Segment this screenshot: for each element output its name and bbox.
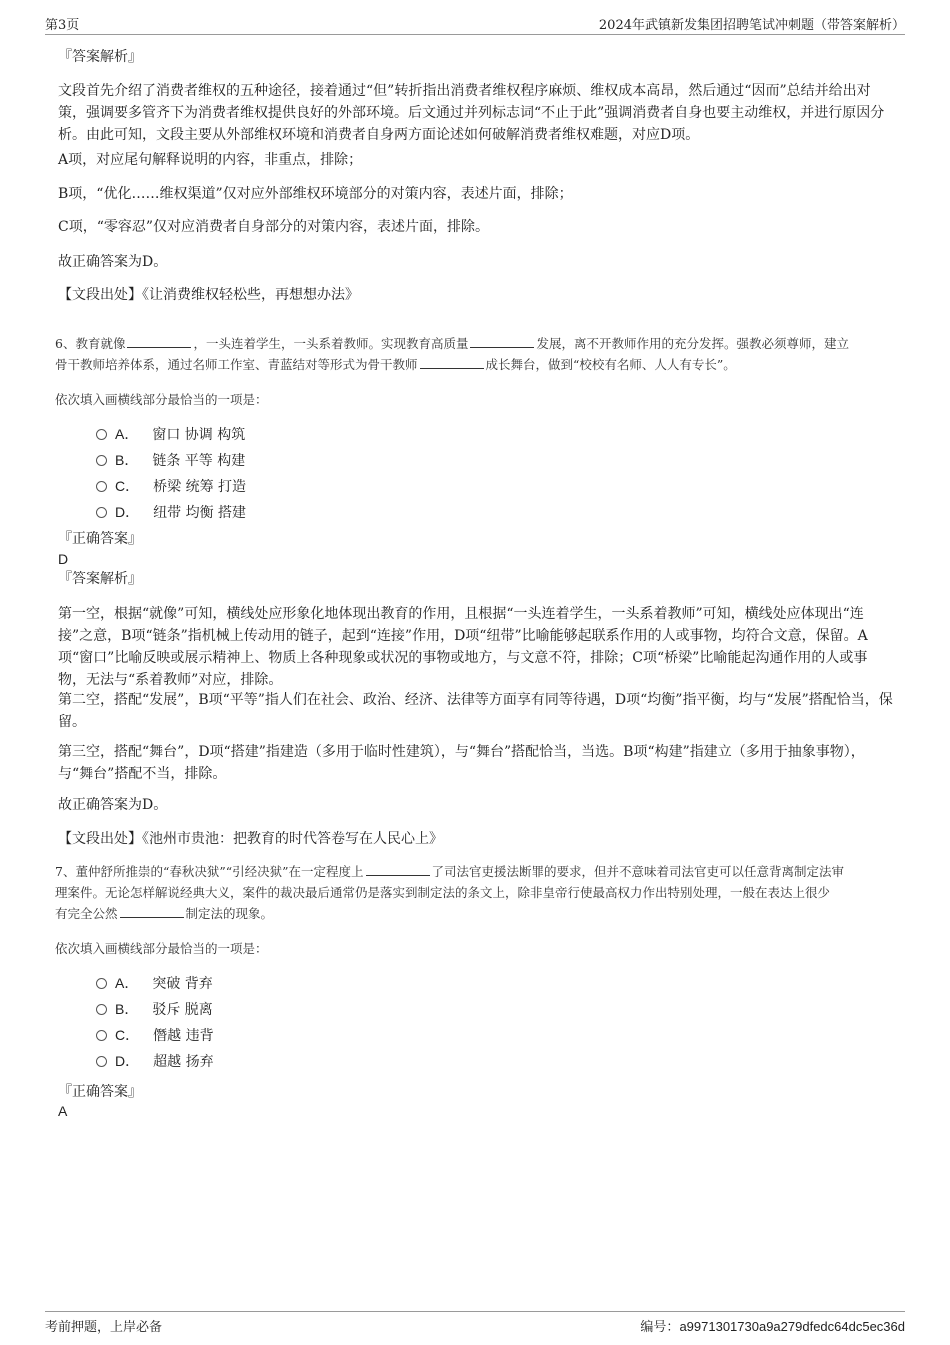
q7-option-d[interactable]: D． 超越 扬弃	[96, 1050, 214, 1072]
q6-option-c[interactable]: C． 桥梁 统筹 打造	[96, 475, 246, 497]
fill-blank	[120, 905, 184, 918]
q6-analysis-para1: 第一空，根据“就像”可知，横线处应形象化地体现出教育的作用，且根据“一头连着学生，一头系着教师”可知，横线处应体现出“连接”之意，B项“链条”指机械上传动用的链子，起到“连接”作用，D项“纽带”比喻能够起联系作用的人或事物，均符合文意，保留。A项“窗口”比喻反映或展示精神上、物质上各种现象或状况的事物或地方，与文意不符，排除；C项“桥梁”比喻能起沟通作用的人或事物，无法与“系着教师”对应，排除。	[58, 606, 868, 688]
document-code: 编号：a9971301730a9a279dfedc64dc5ec36d	[640, 1319, 905, 1335]
radio-button[interactable]	[96, 1004, 107, 1015]
radio-button[interactable]	[96, 1056, 107, 1067]
q7-answer-heading: 『正确答案』	[58, 1084, 142, 1100]
document-title: 2024年武镇新发集团招聘笔试冲刺题（带答案解析）	[598, 18, 905, 33]
radio-button[interactable]	[96, 978, 107, 989]
q5-analysis-paragraph: 文段首先介绍了消费者维权的五种途径，接着通过“但”转折指出消费者维权程序麻烦、维权成本高昂，然后通过“因而”总结并给出对策，强调要多管齐下为消费者维权提供良好的外部环境。后文通过并列标志词“不止于此”强调消费者自身也要主动维权，并进行原因分析。由此可知，文段主要从外部维权环境和消费者自身两方面论述如何破解消费者维权难题，对应D项。	[58, 83, 885, 143]
q7-option-b[interactable]: B． 驳斥 脱离	[96, 998, 213, 1020]
q7-answer: A	[58, 1103, 68, 1119]
q5-analysis-option-b: B项，“优化……维权渠道”仅对应外部维权环境部分的对策内容，表述片面，排除；	[58, 186, 573, 202]
radio-button[interactable]	[96, 455, 107, 466]
fill-blank	[127, 335, 191, 348]
footer-slogan: 考前押题，上岸必备	[45, 1320, 163, 1335]
q6-analysis-para3: 第三空，搭配“舞台”，D项“搭建”指建造（多用于临时性建筑），与“舞台”搭配恰当，当选。B项“构建”指建立（多用于抽象事物），与“舞台”搭配不当，排除。	[58, 744, 865, 782]
q7-option-a[interactable]: A． 突破 背弃	[96, 972, 213, 994]
fill-blank	[366, 863, 430, 876]
q6-prompt: 依次填入画横线部分最恰当的一项是：	[55, 392, 268, 407]
q5-analysis-option-a: A项，对应尾句解释说明的内容，非重点，排除；	[58, 152, 363, 168]
q6-conclusion: 故正确答案为D。	[58, 797, 168, 813]
fill-blank	[420, 356, 484, 369]
q6-option-a[interactable]: A． 窗口 协调 构筑	[96, 423, 245, 445]
q6-option-b[interactable]: B． 链条 平等 构建	[96, 449, 245, 471]
fill-blank	[470, 335, 534, 348]
q7-option-c[interactable]: C． 僭越 违背	[96, 1024, 214, 1046]
q6-answer: D	[58, 551, 69, 567]
q6-option-d[interactable]: D． 纽带 均衡 搭建	[96, 501, 246, 523]
q7-stem: 7、董仲舒所推崇的“春秋决狱”“引经决狱”在一定程度上 了司法官吏援法断罪的要求，但并不意味着司法官吏可以任意背离制定法审 理案件。无论怎样解说经典大义，案件的裁决最后通常仍是落实到制定法的条文上，除非皇帝行使最高权力作出特别处理，一般在表达上很少 有完全公然 制定法的现象。	[55, 864, 845, 921]
q5-analysis-option-c: C项，“零容忍”仅对应消费者自身部分的对策内容，表述片面，排除。	[58, 219, 490, 235]
q6-analysis-heading: 『答案解析』	[58, 571, 142, 587]
q5-analysis-heading: 『答案解析』	[58, 49, 142, 65]
q7-prompt: 依次填入画横线部分最恰当的一项是：	[55, 941, 268, 956]
page-number: 第3页	[45, 18, 80, 33]
q6-analysis-para2: 第二空，搭配“发展”，B项“平等”指人们在社会、政治、经济、法律等方面享有同等待遇，D项“均衡”指平衡，均与“发展”搭配恰当，保留。	[58, 692, 893, 730]
page-header	[45, 12, 905, 35]
q6-stem: 6、教育就像 ，一头连着学生，一头系着教师。实现教育高质量 发展，离不开教师作用的充分发挥。强教必须尊师，建立 骨干教师培养体系，通过名师工作室、青蓝结对等形式为骨干教师 成长舞台，做到“校校有名师、人人有专长”。	[55, 336, 849, 372]
q5-source: 【文段出处】《让消费维权轻松些，再想想办法》	[58, 287, 359, 303]
q6-answer-heading: 『正确答案』	[58, 531, 142, 547]
q5-conclusion: 故正确答案为D。	[58, 254, 168, 270]
radio-button[interactable]	[96, 429, 107, 440]
radio-button[interactable]	[96, 507, 107, 518]
radio-button[interactable]	[96, 1030, 107, 1041]
q6-source: 【文段出处】《池州市贵池：把教育的时代答卷写在人民心上》	[58, 831, 443, 847]
radio-button[interactable]	[96, 481, 107, 492]
page-footer	[45, 1311, 905, 1334]
